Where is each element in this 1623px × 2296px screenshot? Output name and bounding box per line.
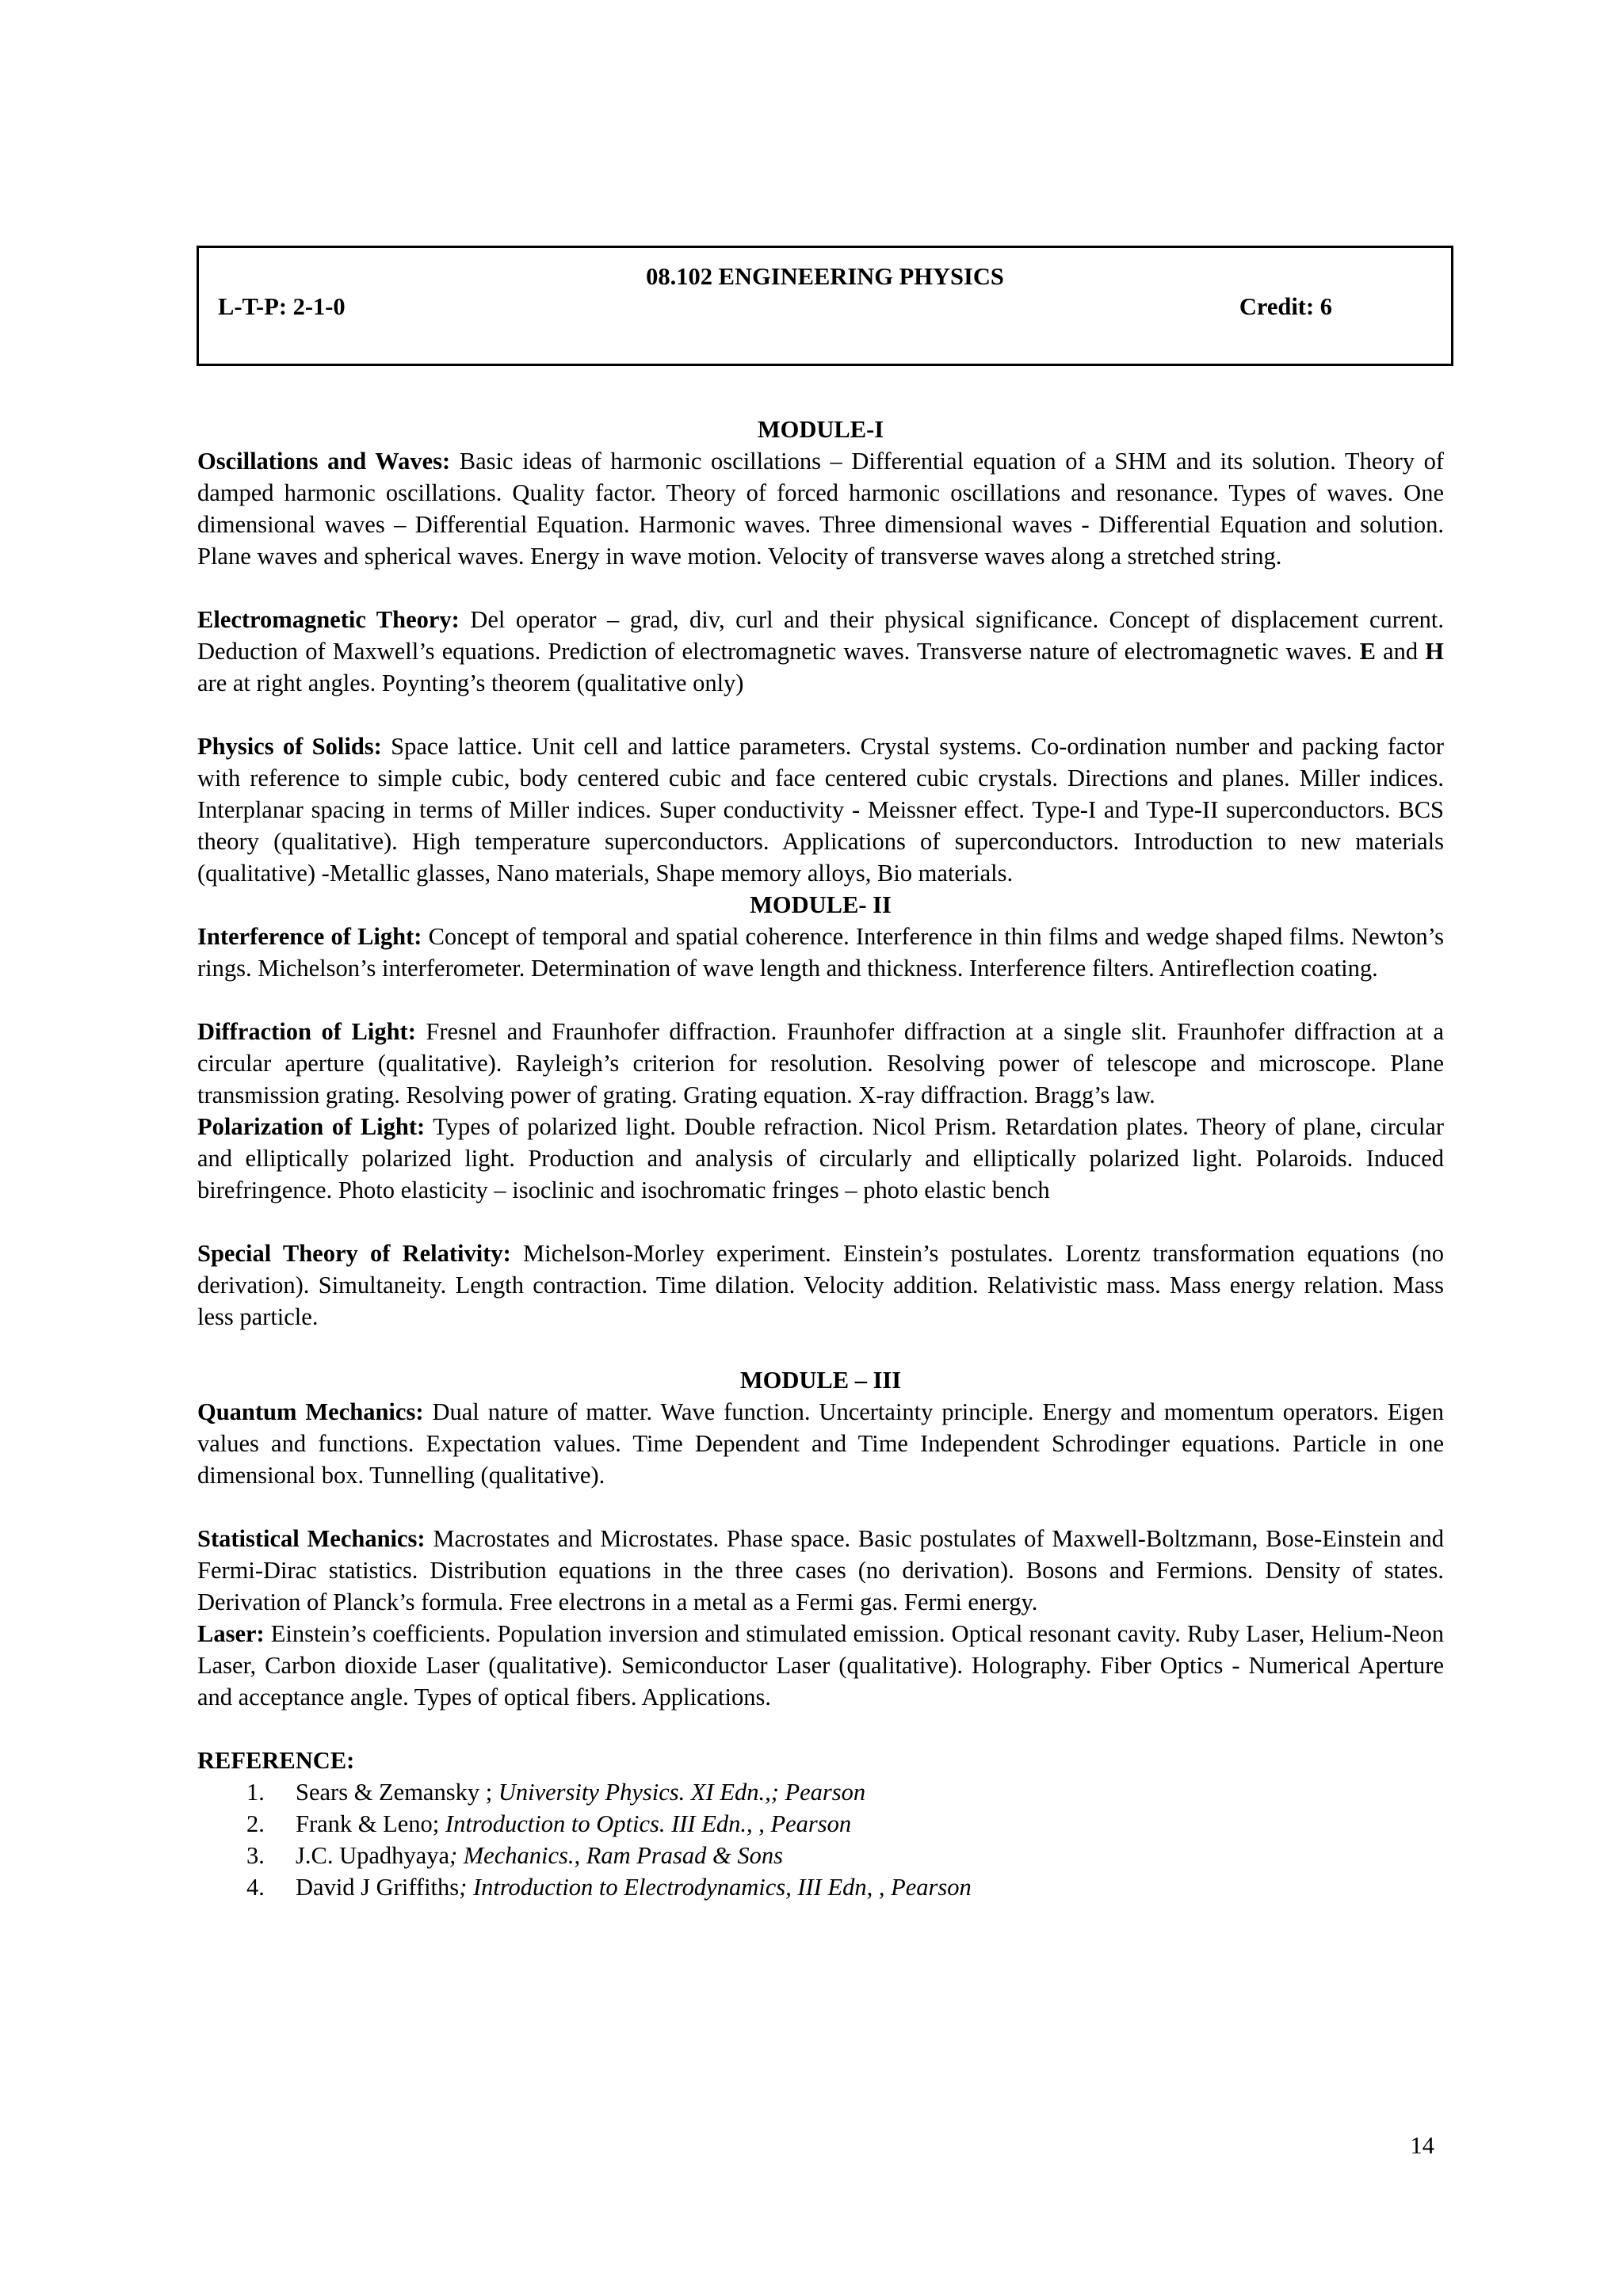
statistical-paragraph: [197, 1523, 1444, 1618]
interference-paragraph: [197, 921, 1444, 984]
reference-title: Introduction to Optics. III Edn., , Pearson: [445, 1810, 852, 1837]
reference-number: 1.: [246, 1779, 265, 1806]
oscillations-title: Oscillations and Waves:: [197, 448, 451, 475]
module-1-heading: MODULE-I: [757, 416, 884, 443]
quantum-text: Dual nature of matter. Wave function. Uncertainty principle. Energy and momentum operators. Eigen values and functions. Expectation values. Time Dependent and Time Independent Schrodinger equations. Particle in one dimensional box. Tunnelling (qualitative).: [197, 1398, 1445, 1489]
polarization-paragraph: [197, 1111, 1444, 1206]
solids-text: Space lattice. Unit cell and lattice parameters. Crystal systems. Co-ordination number and packing factor with reference to simple cubic, body centered cubic and face centered cubic crystals. Directions and planes. Miller indices. Interplanar spacing in terms of Miller indices. Super conductivity - Meissner effect. Type-I and Type-II superconductors. BCS theory (qualitative). High temperature superconductors. Applications of superconductors. Introduction to new materials (qualitative) -Metallic glasses, Nano materials, Shape memory alloys, Bio materials.: [197, 733, 1444, 887]
polarization-title: Polarization of Light:: [197, 1113, 426, 1140]
laser-paragraph: [197, 1618, 1444, 1713]
electromagnetic-paragraph: [197, 604, 1444, 699]
electromagnetic-title: Electromagnetic Theory:: [197, 606, 460, 633]
reference-number: 3.: [246, 1842, 265, 1869]
interference-text: Concept of temporal and spatial coherence. Interference in thin films and wedge shaped films. Newton’s rings. Michelson’s interferometer. Determination of wave length and thickness. Interference filters. Antireflection coating.: [197, 923, 1445, 982]
reference-item: [197, 1776, 1444, 1808]
relativity-paragraph: [197, 1238, 1444, 1333]
reference-title: University Physics. XI Edn.,; Pearson: [498, 1779, 866, 1806]
diffraction-text: Fresnel and Fraunhofer diffraction. Fraunhofer diffraction at a single slit. Fraunhofer diffraction at a circular aperture (qualitative). Rayleigh’s criterion for resolution. Resolving power of telescope and microscope. Plane transmission grating. Resolving power of grating. Grating equation. X-ray diffraction. Bragg’s law.: [197, 1018, 1445, 1108]
credit-label: Credit: 6: [1239, 293, 1332, 320]
polarization-text: Types of polarized light. Double refraction. Nicol Prism. Retardation plates. Theory of plane, circular and elliptically polarized light. Production and analysis of circularly and elliptically polarized light. Polaroids. Induced birefringence. Photo elasticity – isoclinic and isochromatic fringes – photo elastic bench: [197, 1113, 1445, 1203]
quantum-paragraph: [197, 1396, 1444, 1491]
interference-title: Interference of Light:: [197, 923, 422, 950]
reference-author: Frank & Leno;: [296, 1810, 445, 1837]
relativity-text: Michelson-Morley experiment. Einstein’s postulates. Lorentz transformation equations (no derivation). Simultaneity. Length contraction. Time dilation. Velocity addition. Relativistic mass. Mass energy relation. Mass less particle.: [197, 1240, 1445, 1330]
course-title: 08.102 ENGINEERING PHYSICS: [646, 263, 1004, 290]
ltp-label: L-T-P: 2-1-0: [218, 293, 346, 320]
reference-item: [197, 1808, 1444, 1840]
reference-item: [197, 1840, 1444, 1871]
module-2-heading: MODULE- II: [750, 891, 892, 918]
electromagnetic-text-1: Del operator – grad, div, curl and their physical significance. Concept of displacement current. Deduction of Maxwell’s equations. Prediction of electromagnetic waves. Transverse nature of electromagnetic waves.: [197, 606, 1444, 665]
syllabus-content: [197, 414, 1444, 1903]
reference-author: Sears & Zemansky ;: [296, 1779, 498, 1806]
diffraction-paragraph: [197, 1016, 1444, 1111]
electromagnetic-and: and: [1375, 638, 1426, 665]
diffraction-title: Diffraction of Light:: [197, 1018, 416, 1045]
reference-number: 4.: [246, 1874, 265, 1901]
reference-title: ; Introduction to Electrodynamics, III Edn, , Pearson: [459, 1874, 972, 1901]
laser-text: Einstein’s coefficients. Population inversion and stimulated emission. Optical resonant cavity. Ruby Laser, Helium-Neon Laser, Carbon dioxide Laser (qualitative). Semiconductor Laser (qualitative). Holography. Fiber Optics - Numerical Aperture and acceptance angle. Types of optical fibers. Applications.: [197, 1620, 1444, 1711]
reference-number: 2.: [246, 1810, 265, 1837]
electromagnetic-text-2: are at right angles. Poynting’s theorem (qualitative only): [197, 669, 744, 696]
relativity-title: Special Theory of Relativity:: [197, 1240, 511, 1267]
oscillations-text: Basic ideas of harmonic oscillations – Differential equation of a SHM and its solution. Theory of damped harmonic oscillations. Quality factor. Theory of forced harmonic oscillations and resonance. Types of waves. One dimensional waves – Differential Equation. Harmonic waves. Three dimensional waves - Differential Equation and solution. Plane waves and spherical waves. Energy in wave motion. Velocity of transverse waves along a stretched string.: [197, 448, 1444, 570]
module-3-heading: MODULE – III: [739, 1367, 902, 1394]
reference-list: [197, 1776, 1444, 1903]
e-vector-symbol: E: [1359, 638, 1376, 665]
reference-title: ; Mechanics., Ram Prasad & Sons: [449, 1842, 783, 1869]
page-number: 14: [1410, 2132, 1434, 2159]
laser-title: Laser:: [197, 1620, 265, 1647]
reference-author: David J Griffiths: [296, 1874, 460, 1901]
statistical-title: Statistical Mechanics:: [197, 1525, 426, 1552]
course-header-box: [197, 246, 1453, 366]
solids-paragraph: [197, 730, 1444, 889]
oscillations-paragraph: [197, 445, 1444, 572]
reference-item: [197, 1871, 1444, 1903]
reference-author: J.C. Upadhyaya: [296, 1842, 449, 1869]
quantum-title: Quantum Mechanics:: [197, 1398, 424, 1425]
statistical-text: Macrostates and Microstates. Phase space. Basic postulates of Maxwell-Boltzmann, Bose-Einstein and Fermi-Dirac statistics. Distribution equations in the three cases (no derivation). Bosons and Fermions. Density of states. Derivation of Planck’s formula. Free electrons in a metal as a Fermi gas. Fermi energy.: [197, 1525, 1444, 1615]
reference-heading: REFERENCE:: [197, 1747, 355, 1774]
solids-title: Physics of Solids:: [197, 733, 382, 760]
h-vector-symbol: H: [1425, 638, 1444, 665]
